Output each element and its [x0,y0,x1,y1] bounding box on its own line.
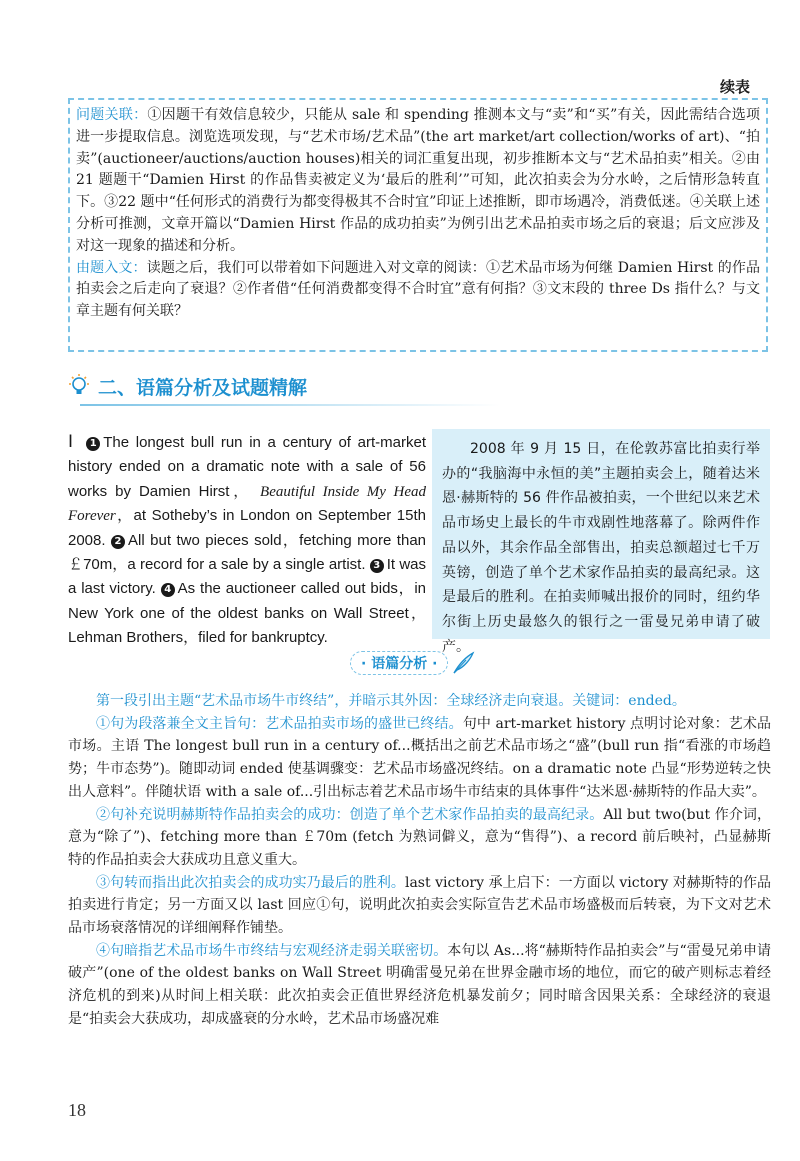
feather-pen-icon [450,650,476,676]
analysis-body [68,690,771,1031]
translation-text: 2008 年 9 月 15 日，在伦敦苏富比拍卖行举办的“我脑海中永恒的美”主题拍卖会上，随着达米恩·赫斯特的 56 件作品被拍卖，一个世纪以来艺术品市场史上最长的牛市戏剧性地落幕了。除两件作品以外，其余作品全部售出，拍卖总额超过七千万英镑，创造了单个艺术家作品拍卖的最高纪录。这是最后的胜利。在拍卖师喊出报价的同时，纽约华尔街上历史最悠久的银行之一雷曼兄弟申请了破产。 [442,441,760,655]
analysis-sentence-3 [68,872,771,940]
question-link-box [68,98,768,352]
sentence-number-4: 4 [161,583,175,597]
question-link-paragraph [76,105,760,258]
section-heading [66,372,307,400]
sentence-4: As the auctioneer called out bids，in New York one of the oldest banks on Wall Street，Lehman Brothers，filed for bankruptcy. [68,580,426,647]
analysis-sentence-1-key: ①句为段落兼全文主旨句：艺术品拍卖市场的盛世已终结。 [96,715,463,732]
question-to-text-tag: 由题入文： [76,259,147,276]
section-title: 二、语篇分析及试题精解 [98,376,308,399]
analysis-sentence-1-text: 句中 art-market history 点明讨论对象：艺术品市场。主语 The longest bull run in a century of...概括出之前艺术品市场之“盛”(bull run 指“看涨的市场趋势；牛市态势”)。随即动词 ended 使基调骤变：艺术品市场盛况终结。on a dramatic note 凸显“形势逆转之快出人意料”。伴随状语 with a sale of...引出标志着艺术品市场牛市结束的具体事件“达米恩·赫斯特的作品大卖”。 [68,715,771,800]
paragraph-roman-numeral: Ⅰ [68,432,76,451]
analysis-sentence-1 [68,713,771,804]
sentence-3: It was a last victory. [68,556,426,598]
sentence-number-3: 3 [370,559,384,573]
analysis-summary: 第一段引出主题“艺术品市场牛市终结”，并暗示其外因：全球经济走向衰退。关键词：ended。 [96,693,686,709]
question-to-text-text: 读题之后，我们可以带着如下问题进入对文章的阅读：①艺术品市场为何继 Damien Hirst 的作品拍卖会之后走向了衰退？②作者借“任何消费都变得不合时宜”意有何指？③文末段的 three Ds 指什么？与文章主题有何关联？ [76,259,761,320]
sentence-number-2: 2 [111,535,125,549]
analysis-sentence-4-text: 本句以 As...将“赫斯特作品拍卖会”与“雷曼兄弟申请破产”(one of the oldest banks on Wall Street 明确雷曼兄弟在世界金融市场的地位，而它的破产则标志着经济危机的到来)从时间上相关联：此次拍卖会正值世界经济危机暴发前夕；同时暗含因果关系：全球经济的衰退是“拍卖会大获成功，却成盛衰的分水岭，艺术品市场盛况难 [68,942,771,1027]
analysis-sentence-4 [68,940,771,1031]
sentence-number-1: 1 [86,437,100,451]
analysis-heading-label: · 语篇分析 · [350,651,448,675]
continued-label: 续表 [719,78,750,96]
question-link-tag: 问题关联： [76,107,148,123]
question-link-text: ①因题干有效信息较少，只能从 sale 和 spending 推测本文与“卖”和“买”有关，因此需结合选项进一步提取信息。浏览选项发现，与“艺术市场/艺术品”(the art market/art collection/works of art)、“拍卖”(auctioneer/auctions/auction houses)相关的词汇重复出现，初步推断本文与“艺术品拍卖”相关。②由 21 题题干“Damien Hirst 的作品售卖被定义为‘最后的胜利’”可知，此次拍卖会为分水岭，之后情形急转直下。③22 题中“任何形式的消费行为都变得极其不合时宜”印证上述推断，即市场遇冷，消费低迷。④关联上述分析可推测，文章开篇以“Damien Hirst 作品的成功拍卖”为例引出艺术品拍卖市场之后的衰退；后文应涉及对这一现象的描述和分析。 [76,107,761,254]
analysis-sentence-3-text: last victory 承上启下：一方面以 victory 对赫斯特的作品拍卖进行肯定；另一方面又以 last 回应①句，说明此次拍卖会实际宣告艺术品市场盛极而后转衰，为下文对艺术品市场衰落情况的详细阐释作铺垫。 [68,874,772,937]
artwork-title: Beautiful Inside My Head Forever [68,483,427,525]
question-to-text-paragraph [76,258,760,323]
analysis-sentence-2-text: All but two(but 作介词，意为“除了”)、fetching more than ￡70m (fetch 为熟词僻义，意为“售得”)、a record 前后映衬，凸显赫斯特的作品拍卖会大获成功且意义重大。 [68,806,772,868]
analysis-heading [350,650,476,676]
sentence-1b: ，at Sotheby’s in London on September 15th 2008. [68,507,426,549]
lightbulb-icon [66,373,92,399]
english-passage [68,430,426,651]
page-number: 18 [68,1100,86,1120]
analysis-sentence-2-key: ②句补充说明赫斯特作品拍卖会的成功：创造了单个艺术家作品拍卖的最高纪录。 [96,806,604,823]
translation-box [432,429,770,655]
sentence-1a: The longest bull run in a century of art-market history ended on a dramatic note with a sale of 56 works by Damien Hirst， [68,434,426,500]
analysis-sentence-3-key: ③句转而指出此次拍卖会的成功实乃最后的胜利。 [96,874,405,891]
analysis-sentence-4-key: ④句暗指艺术品市场牛市终结与宏观经济走弱关联密切。 [96,942,448,959]
section-divider [80,404,500,406]
analysis-sentence-2 [68,804,771,872]
sentence-2: All but two pieces sold，fetching more than ￡70m，a record for a sale by a single artist. [68,531,427,574]
